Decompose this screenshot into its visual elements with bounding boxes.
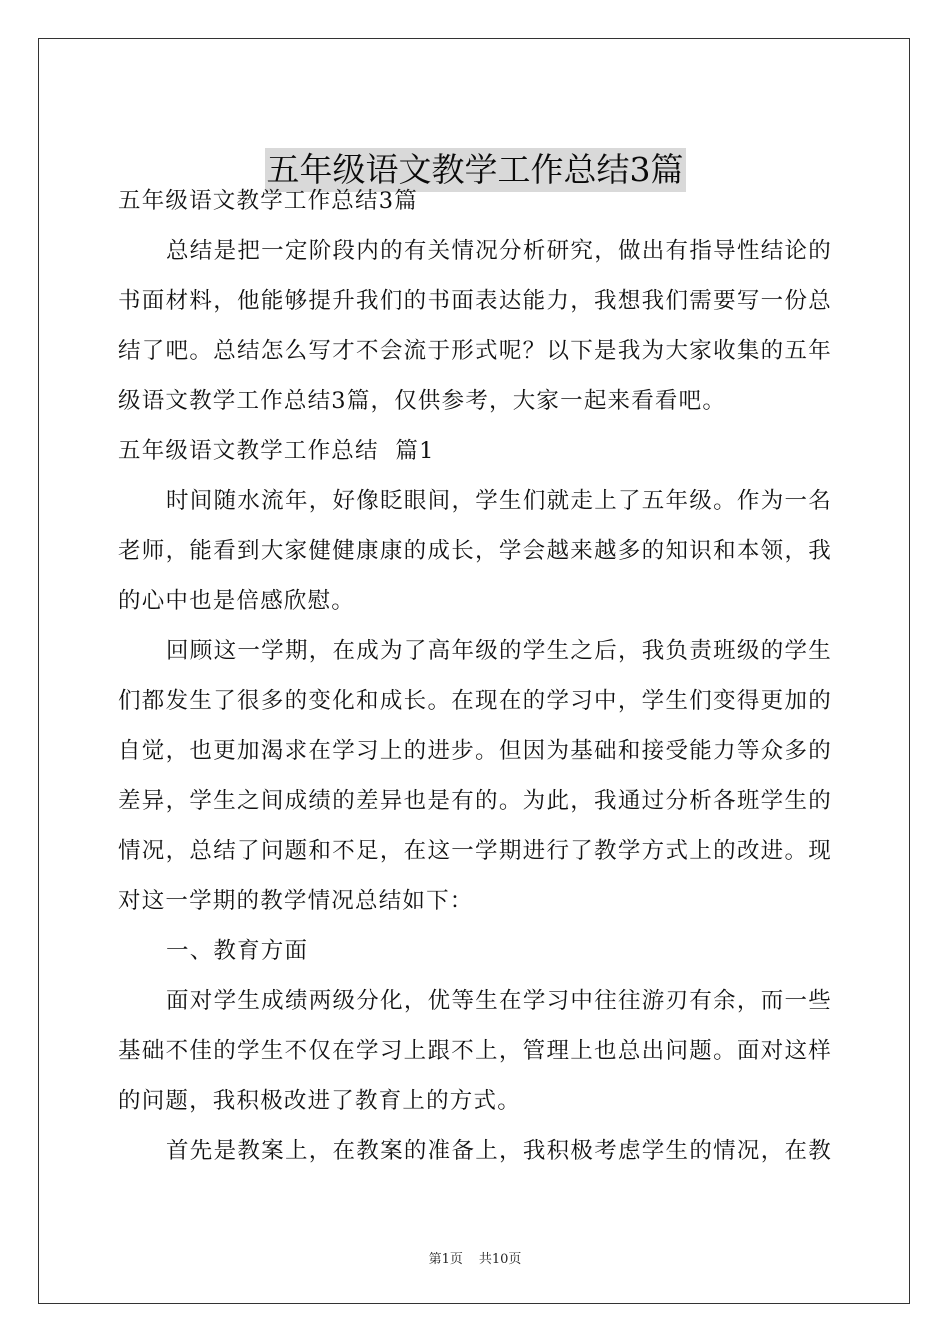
text-line: 总结是把一定阶段内的有关情况分析研究，做出有指导性结论的 bbox=[166, 238, 832, 264]
text-line: 基础不佳的学生不仅在学习上跟不上，管理上也总出问题。面对这样 bbox=[118, 1038, 832, 1064]
text-line: 差异，学生之间成绩的差异也是有的。为此，我通过分析各班学生的 bbox=[118, 788, 832, 814]
text-line: 自觉，也更加渴求在学习上的进步。但因为基础和接受能力等众多的 bbox=[118, 738, 832, 764]
text-line: 对这一学期的教学情况总结如下： bbox=[118, 888, 474, 914]
text-line: 五年级语文教学工作总结3篇 bbox=[118, 188, 418, 214]
text-line: 结了吧。总结怎么写才不会流于形式呢？以下是我为大家收集的五年 bbox=[118, 338, 832, 364]
text-line: 时间随水流年，好像眨眼间，学生们就走上了五年级。作为一名 bbox=[166, 488, 832, 514]
text-line: 面对学生成绩两级分化，优等生在学习中往往游刃有余，而一些 bbox=[166, 988, 832, 1014]
document-title: 五年级语文教学工作总结3篇 bbox=[265, 148, 686, 192]
document-body bbox=[118, 176, 832, 1176]
text-line: 一、教育方面 bbox=[166, 938, 309, 964]
page-footer bbox=[0, 1248, 950, 1267]
text-line: 情况，总结了问题和不足，在这一学期进行了教学方式上的改进。现 bbox=[118, 838, 832, 864]
text-line: 老师，能看到大家健健康康的成长，学会越来越多的知识和本领，我 bbox=[118, 538, 832, 564]
text-line: 书面材料，他能够提升我们的书面表达能力，我想我们需要写一份总 bbox=[118, 288, 832, 314]
text-line: 五年级语文教学工作总结 篇1 bbox=[118, 438, 435, 464]
text-line: 的心中也是倍感欣慰。 bbox=[118, 588, 356, 614]
page-number: 第1页 bbox=[428, 1252, 463, 1267]
text-line: 的问题，我积极改进了教育上的方式。 bbox=[118, 1088, 521, 1114]
text-line: 们都发生了很多的变化和成长。在现在的学习中，学生们变得更加的 bbox=[118, 688, 832, 714]
total-pages: 共10页 bbox=[478, 1252, 522, 1267]
text-line: 级语文教学工作总结3篇，仅供参考，大家一起来看看吧。 bbox=[118, 388, 727, 414]
text-line: 首先是教案上，在教案的准备上，我积极考虑学生的情况，在教 bbox=[166, 1138, 832, 1164]
text-line: 回顾这一学期，在成为了高年级的学生之后，我负责班级的学生 bbox=[166, 638, 832, 664]
